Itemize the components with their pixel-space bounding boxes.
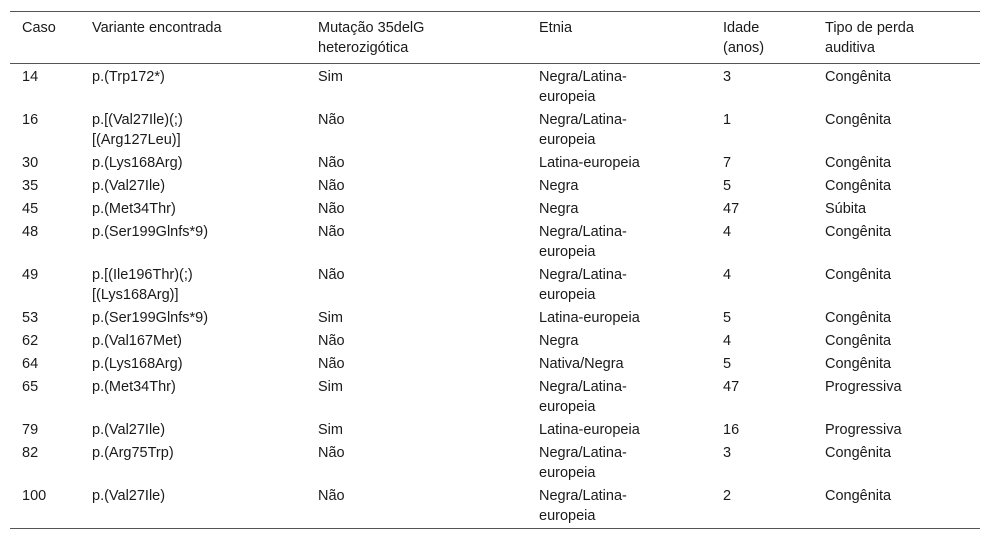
- cell-mutacao: Não: [318, 488, 345, 504]
- cell-etnia: Negra/Latina- europeia: [539, 112, 627, 148]
- cell-caso: 48: [22, 224, 39, 240]
- header-caso: Caso: [22, 20, 56, 36]
- cell-etnia: Negra: [539, 178, 579, 194]
- cell-mutacao: Sim: [318, 69, 343, 85]
- cell-tipo-perda: Congênita: [825, 445, 892, 461]
- cell-caso: 53: [22, 310, 39, 326]
- table-row: [10, 330, 980, 353]
- header-row: [10, 12, 980, 64]
- cell-etnia: Nativa/Negra: [539, 356, 624, 372]
- table-row: [10, 485, 980, 529]
- cell-idade: 5: [723, 310, 732, 326]
- cell-variante: p.(Lys168Arg): [92, 356, 183, 372]
- cell-mutacao: Sim: [318, 422, 343, 438]
- cell-etnia: Negra: [539, 201, 579, 217]
- cell-caso: 16: [22, 112, 39, 128]
- table-row: [10, 442, 980, 485]
- cell-etnia: Negra/Latina- europeia: [539, 379, 627, 415]
- cell-tipo-perda: Congênita: [825, 488, 892, 504]
- table-row: [10, 376, 980, 419]
- cell-etnia: Negra/Latina- europeia: [539, 69, 627, 105]
- cell-idade: 5: [723, 178, 732, 194]
- cell-etnia: Negra/Latina- europeia: [539, 267, 627, 303]
- cell-mutacao: Não: [318, 356, 345, 372]
- cell-caso: 14: [22, 69, 39, 85]
- cell-idade: 47: [723, 201, 740, 217]
- table-row: [10, 152, 980, 175]
- cell-variante: p.[(Val27Ile)(;) [(Arg127Leu)]: [92, 112, 183, 148]
- header-mutacao: Mutação 35delG heterozigótica: [318, 20, 425, 56]
- cell-caso: 100: [22, 488, 47, 504]
- cell-etnia: Latina-europeia: [539, 422, 640, 438]
- cell-tipo-perda: Congênita: [825, 333, 892, 349]
- cell-idade: 1: [723, 112, 732, 128]
- cell-variante: p.[(Ile196Thr)(;) [(Lys168Arg)]: [92, 267, 193, 303]
- cell-variante: p.(Ser199Glnfs*9): [92, 224, 209, 240]
- cell-variante: p.(Arg75Trp): [92, 445, 174, 461]
- cell-caso: 49: [22, 267, 39, 283]
- cell-etnia: Negra/Latina- europeia: [539, 488, 627, 524]
- cell-mutacao: Não: [318, 333, 345, 349]
- cell-caso: 45: [22, 201, 39, 217]
- cell-idade: 16: [723, 422, 740, 438]
- cell-mutacao: Não: [318, 267, 345, 283]
- header-etnia: Etnia: [539, 20, 573, 36]
- cell-tipo-perda: Súbita: [825, 201, 867, 217]
- cell-tipo-perda: Progressiva: [825, 379, 902, 395]
- cell-tipo-perda: Congênita: [825, 356, 892, 372]
- cell-etnia: Latina-europeia: [539, 155, 640, 171]
- cell-caso: 82: [22, 445, 39, 461]
- cell-idade: 5: [723, 356, 732, 372]
- table-row: [10, 198, 980, 221]
- cell-mutacao: Não: [318, 112, 345, 128]
- table-row: [10, 264, 980, 307]
- cell-variante: p.(Val167Met): [92, 333, 182, 349]
- cell-mutacao: Sim: [318, 379, 343, 395]
- table-row: [10, 175, 980, 198]
- cell-idade: 4: [723, 333, 732, 349]
- cell-variante: p.(Lys168Arg): [92, 155, 183, 171]
- cell-etnia: Negra/Latina- europeia: [539, 224, 627, 260]
- cell-mutacao: Não: [318, 224, 345, 240]
- cell-idade: 3: [723, 445, 732, 461]
- cell-variante: p.(Met34Thr): [92, 201, 176, 217]
- cell-variante: p.(Val27Ile): [92, 488, 166, 504]
- cell-idade: 3: [723, 69, 732, 85]
- cell-mutacao: Não: [318, 201, 345, 217]
- cell-tipo-perda: Congênita: [825, 310, 892, 326]
- cell-caso: 30: [22, 155, 39, 171]
- cell-variante: p.(Val27Ile): [92, 422, 166, 438]
- cell-tipo-perda: Progressiva: [825, 422, 902, 438]
- cell-mutacao: Não: [318, 155, 345, 171]
- header-tipo-perda: Tipo de perda auditiva: [825, 20, 914, 56]
- cell-variante: p.(Met34Thr): [92, 379, 176, 395]
- cell-etnia: Latina-europeia: [539, 310, 640, 326]
- cell-tipo-perda: Congênita: [825, 224, 892, 240]
- cell-tipo-perda: Congênita: [825, 69, 892, 85]
- table-header: [10, 12, 980, 64]
- header-variante: Variante encontrada: [92, 20, 222, 36]
- cell-caso: 79: [22, 422, 39, 438]
- table-body: [10, 64, 980, 529]
- cell-tipo-perda: Congênita: [825, 155, 892, 171]
- cell-caso: 35: [22, 178, 39, 194]
- cell-idade: 2: [723, 488, 732, 504]
- data-table: [10, 11, 980, 529]
- cell-idade: 4: [723, 224, 732, 240]
- cell-idade: 47: [723, 379, 740, 395]
- cell-caso: 64: [22, 356, 39, 372]
- table-row: [10, 353, 980, 376]
- table-row: [10, 221, 980, 264]
- table-row: [10, 64, 980, 110]
- cell-mutacao: Não: [318, 445, 345, 461]
- cell-idade: 4: [723, 267, 732, 283]
- cell-caso: 65: [22, 379, 39, 395]
- cell-idade: 7: [723, 155, 732, 171]
- cell-etnia: Negra: [539, 333, 579, 349]
- cell-mutacao: Sim: [318, 310, 343, 326]
- cell-variante: p.(Ser199Glnfs*9): [92, 310, 209, 326]
- table-row: [10, 419, 980, 442]
- cell-tipo-perda: Congênita: [825, 267, 892, 283]
- cell-variante: p.(Trp172*): [92, 69, 165, 85]
- table-row: [10, 109, 980, 152]
- cell-mutacao: Não: [318, 178, 345, 194]
- cell-variante: p.(Val27Ile): [92, 178, 166, 194]
- cell-tipo-perda: Congênita: [825, 112, 892, 128]
- header-idade: Idade (anos): [723, 20, 765, 56]
- cell-tipo-perda: Congênita: [825, 178, 892, 194]
- cell-caso: 62: [22, 333, 39, 349]
- table-row: [10, 307, 980, 330]
- cell-etnia: Negra/Latina- europeia: [539, 445, 627, 481]
